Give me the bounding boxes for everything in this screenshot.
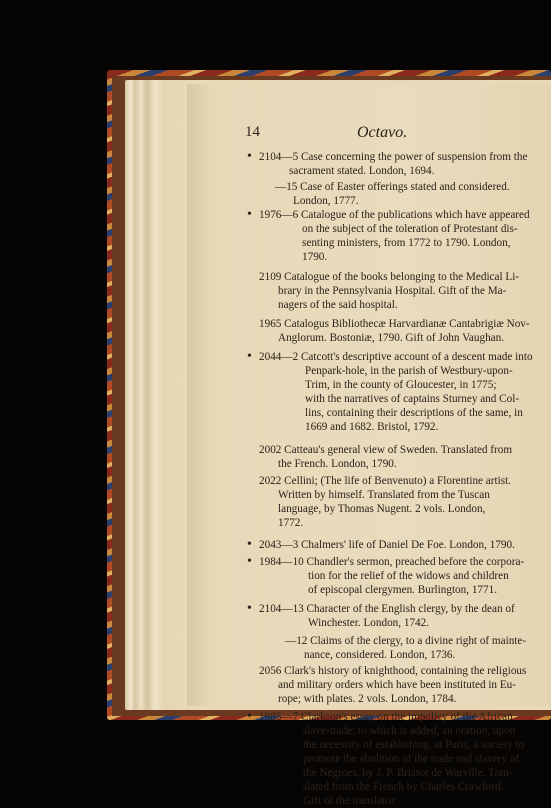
entry-line: 1669 and 1682. Bristol, 1792. [305,421,439,433]
catalogue-entry [259,443,512,471]
entry-bullet-mark: • [247,207,252,222]
entry-bullet-mark: • [247,554,252,569]
entry-bullet-mark: • [247,537,252,552]
entry-line: Winchester. London, 1742. [308,617,430,629]
catalogue-entry [259,270,519,312]
entry-line: promote the abolition of the trade and slavery of [303,753,520,765]
entry-line: —15 Case of Easter offerings stated and considered. [275,181,510,193]
entry-line: and military orders which have been instituted in Eu- [278,679,516,691]
entry-line: 1985—7 Clarkson's essay on the impolicy of the African [259,711,513,723]
book-page [187,84,551,807]
entry-line: —12 Claims of the clergy, to a divine right of mainte- [285,635,527,647]
running-head: Octavo. [357,124,408,141]
page-header [245,124,551,144]
entry-line: Trim, in the county of Gloucester, in 1775; [305,379,497,391]
entry-line: nance, considered. London, 1736. [304,649,456,661]
catalogue-entry [259,664,526,706]
entry-line: 2002 Catteau's general view of Sweden. Translated from [259,444,513,456]
catalogue-entry [259,208,530,264]
entry-line: with the narratives of captains Sturney and Col- [305,393,520,405]
entry-line: 2022 Cellini; (The life of Benvenuto) a Florentine artist. [259,475,511,487]
entry-line: nagers of the said hospital. [278,299,398,311]
entry-bullet-mark: • [247,349,252,364]
catalogue-entry [259,538,515,552]
entry-line: slated from the French by Charles Crawford. [303,781,504,793]
entry-line: brary in the Pennsylvania Hospital. Gift of the Ma- [278,285,507,297]
entry-line: Gift of the translator. [303,795,397,807]
catalogue-entry [259,555,524,597]
entry-bullet-mark: • [247,601,252,616]
entry-line: 2043—3 Chalmers' life of Daniel De Foe. London, 1790. [259,539,515,551]
entry-line: sacrament stated. London, 1694. [289,165,435,177]
entry-line: 2044—2 Catcott's descriptive account of a descent made into [259,351,533,363]
catalogue-entry [285,634,526,662]
entry-line: senting ministers, from 1772 to 1790. London, [302,237,511,249]
entry-bullet-mark: • [247,149,252,164]
entry-line: slave-trade; to which is added, an oration, upon [303,725,516,737]
page-number: 14 [245,124,260,140]
catalogue-entry [259,710,524,808]
entry-line: 2104—5 Case concerning the power of suspension from the [259,151,528,163]
entry-line: tion for the relief of the widows and children [308,570,509,582]
entry-line: the French. London, 1790. [278,458,397,470]
entry-line: of episcopal clergymen. Burlington, 1771. [308,584,498,596]
entry-line: the Negroes, by J. P. Brissot de Warville. Tran- [303,767,513,779]
entry-line: 2109 Catalogue of the books belonging to the Medical Li- [259,271,520,283]
entry-line: language, by Thomas Nugent. 2 vols. London, [278,503,486,515]
catalogue-entry [259,150,527,178]
entry-line: 1790. [302,251,328,263]
catalogue-entry [259,350,533,434]
entry-bullet-mark: • [247,709,252,724]
entry-line: 1984—10 Chandler's sermon, preached before the corpora- [259,556,525,568]
entry-line: lins, containing their descriptions of the same, in [305,407,523,419]
entry-line: London, 1777. [293,195,359,207]
catalogue-entry [275,180,510,208]
entry-line: Anglorum. Bostoniæ, 1790. Gift of John Vaughan. [278,332,505,344]
entry-line: the necessity of establishing, at Paris, a society to [303,739,525,751]
entry-line: on the subject of the toleration of Protestant dis- [302,223,518,235]
entry-line: 2056 Clark's history of knighthood, containing the religious [259,665,527,677]
entry-line: Written by himself. Translated from the Tuscan [278,489,490,501]
entry-line: rope; with plates. 2 vols. London, 1784. [278,693,457,705]
entry-line: 1976—6 Catalogue of the publications which have appeared [259,209,530,221]
entry-line: 1965 Catalogus Bibliothecæ Harvardianæ Cantabrigiæ Nov- [259,318,530,330]
entry-line: 1772. [278,517,304,529]
entry-line: 2104—13 Character of the English clergy, by the dean of [259,603,515,615]
entry-line: Penpark-hole, in the parish of Westbury-upon- [305,365,513,377]
catalogue-entry [259,317,530,345]
catalogue-entry [259,474,511,530]
catalogue-entry [259,602,515,630]
